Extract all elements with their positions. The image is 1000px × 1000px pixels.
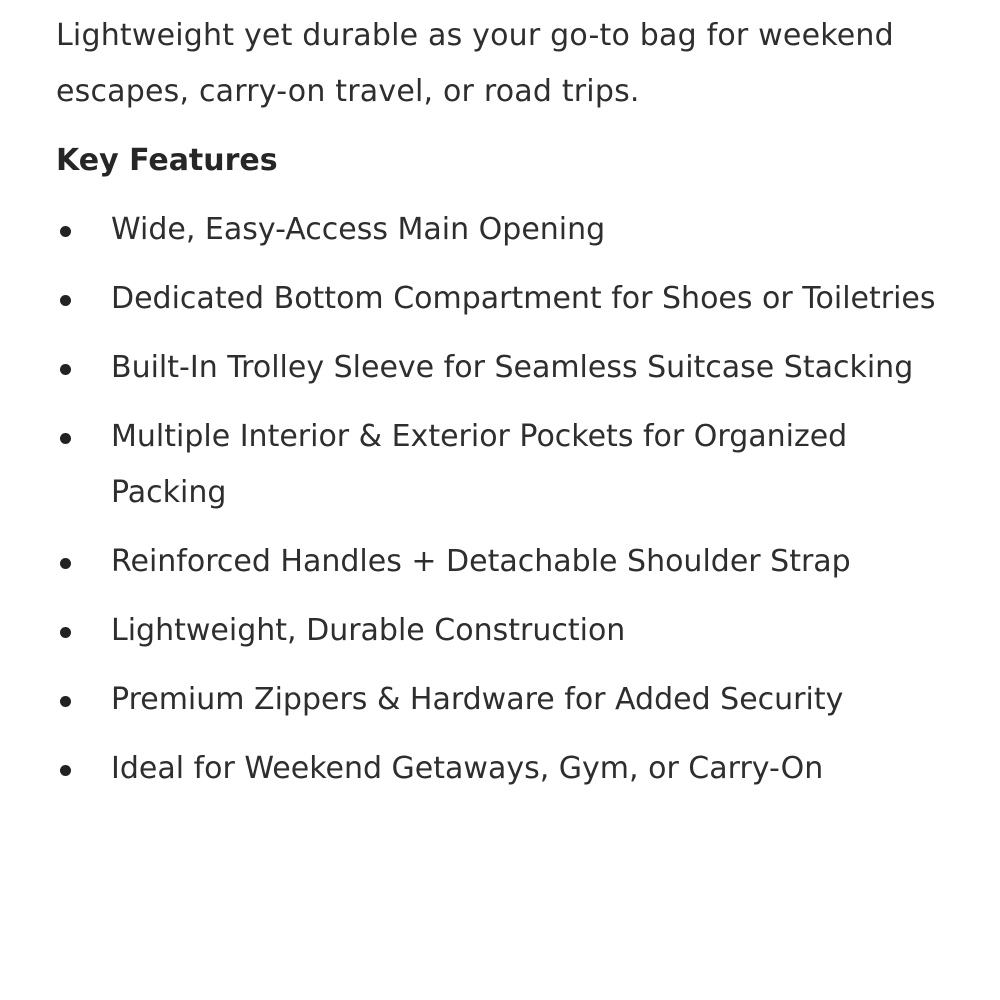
feature-text: Wide, Easy-Access Main Opening: [111, 212, 606, 247]
feature-item: [56, 534, 936, 590]
feature-item: [56, 340, 936, 396]
feature-item: [56, 603, 936, 659]
key-features-heading: Key Features: [56, 143, 278, 178]
feature-text: Premium Zippers & Hardware for Added Security: [111, 682, 844, 717]
bullet-icon: [60, 558, 71, 569]
feature-text: Dedicated Bottom Compartment for Shoes or Toiletries: [111, 281, 936, 316]
bullet-icon: [60, 364, 71, 375]
feature-item: [56, 271, 936, 327]
bullet-icon: [60, 295, 71, 306]
feature-item: [56, 409, 936, 521]
feature-item: [56, 672, 936, 728]
feature-item: [56, 741, 936, 797]
intro-paragraph: Lightweight yet durable as your go-to bag for weekend escapes, carry-on travel, or road trips.: [56, 18, 894, 109]
bullet-icon: [60, 627, 71, 638]
feature-text: Ideal for Weekend Getaways, Gym, or Carry-On: [111, 751, 824, 786]
feature-text: Multiple Interior & Exterior Pockets for Organized Packing: [111, 419, 848, 510]
bullet-icon: [60, 226, 71, 237]
feature-text: Built-In Trolley Sleeve for Seamless Suitcase Stacking: [111, 350, 914, 385]
feature-item: [56, 202, 936, 258]
key-features-list: [56, 202, 936, 797]
feature-text: Reinforced Handles + Detachable Shoulder Strap: [111, 544, 851, 579]
bullet-icon: [60, 696, 71, 707]
bullet-icon: [60, 433, 71, 444]
feature-text: Lightweight, Durable Construction: [111, 613, 626, 648]
product-description: [56, 8, 936, 810]
bullet-icon: [60, 765, 71, 776]
